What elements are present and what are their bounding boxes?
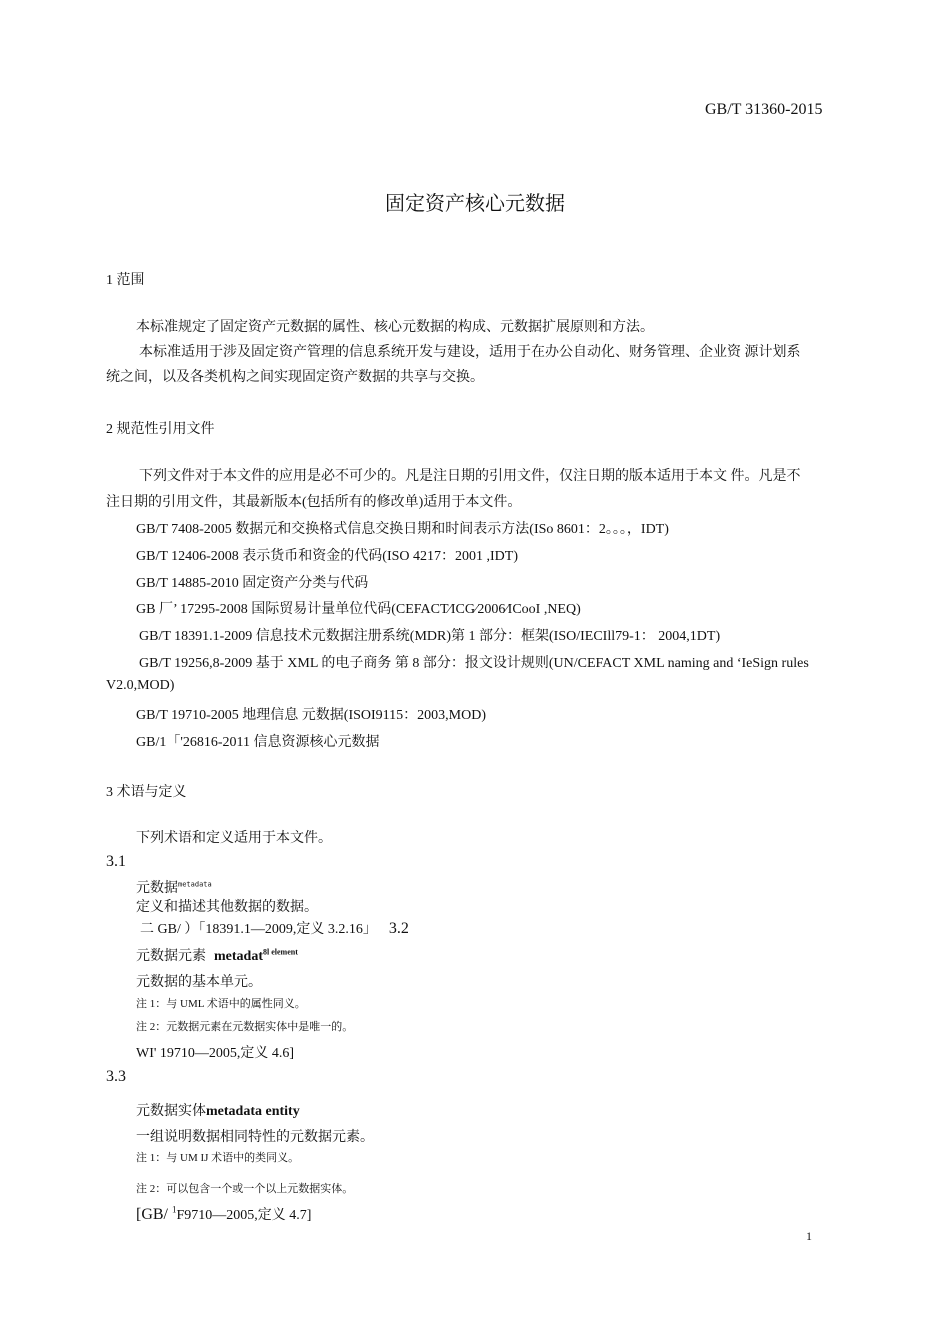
term-name-en: metadata entity bbox=[206, 1104, 300, 1119]
references-intro-line-1: 下列文件对于本文件的应用是必不可少的。凡是注日期的引用文件，仅注日期的版本适用于本文 件。凡是不 bbox=[139, 469, 801, 484]
reference-item: GB/1「'26816-2011 信息资源核心元数据 bbox=[136, 735, 380, 750]
scope-paragraph-2-line-1: 本标准适用于涉及固定资产管理的信息系统开发与建设，适用于在办公自动化、财务管理、企业资 源计划系 bbox=[139, 345, 801, 360]
term-name bbox=[136, 945, 298, 965]
term-name-en: metadata bbox=[178, 880, 212, 889]
term-name-zh: 元数据 bbox=[136, 881, 178, 896]
term-definition: 一组说明数据相同特性的元数据元素。 bbox=[136, 1130, 374, 1145]
term-source bbox=[136, 1204, 311, 1224]
term-source bbox=[140, 918, 409, 938]
term-source-text: F9710—2005,定义 4.7] bbox=[176, 1208, 312, 1223]
term-source-text: [GB/ bbox=[136, 1206, 172, 1223]
term-name-en-sup: 8l element bbox=[263, 947, 298, 957]
term-name bbox=[136, 1100, 300, 1120]
term-source: WI' 19710—2005,定义 4.6] bbox=[136, 1046, 295, 1061]
section-1-heading: 1 范围 bbox=[106, 273, 145, 288]
reference-item: GB/T 14885-2010 固定资产分类与代码 bbox=[136, 576, 369, 591]
section-2-heading: 2 规范性引用文件 bbox=[106, 422, 215, 437]
term-name-zh: 元数据实体 bbox=[136, 1104, 206, 1119]
term-note: 注 2：可以包含一个或一个以上元数据实体。 bbox=[136, 1183, 354, 1195]
term-name-en: metadat bbox=[214, 949, 263, 964]
reference-item: GB/T 19710-2005 地理信息 元数据(ISOI9115：2003,MOD) bbox=[136, 708, 486, 723]
reference-item-continuation: V2.0,MOD) bbox=[106, 678, 175, 693]
section-3-heading: 3 术语与定义 bbox=[106, 785, 187, 800]
scope-paragraph-2-line-2: 统之间，以及各类机构之间实现固定资产数据的共享与交换。 bbox=[106, 370, 484, 385]
standard-code: GB/T 31360-2015 bbox=[705, 101, 823, 118]
term-name bbox=[136, 877, 212, 897]
term-note: 注 2：元数据元素在元数据实体中是唯一的。 bbox=[136, 1021, 354, 1033]
reference-item: GB 厂’ 17295-2008 国际贸易计量单位代码(CEFACT⁄ICG⁄2006⁄ICooI ,NEQ) bbox=[136, 602, 581, 617]
term-note: 注 1：与 UML 术语中的属性同义。 bbox=[136, 998, 306, 1010]
page-number: 1 bbox=[806, 1229, 812, 1243]
term-note: 注 1：与 UM IJ 术语中的类同义。 bbox=[136, 1152, 300, 1164]
reference-item: GB/T 12406-2008 表示货币和资金的代码(ISO 4217：2001 ,IDT) bbox=[136, 549, 519, 564]
term-source-sup: 1 bbox=[172, 1204, 177, 1215]
terms-intro: 下列术语和定义适用于本文件。 bbox=[136, 831, 332, 846]
reference-item: GB/T 7408-2005 数据元和交换格式信息交换日期和时间表示方法(ISo 8601：2。。。，IDT) bbox=[136, 522, 669, 537]
scope-paragraph-1: 本标准规定了固定资产元数据的属性、核心元数据的构成、元数据扩展原则和方法。 bbox=[136, 320, 654, 335]
term-source-text: 二 GB/ ）「18391.1—2009,定义 3.2.16」 bbox=[140, 922, 377, 937]
term-number: 3.2 bbox=[388, 920, 409, 937]
term-number: 3.1 bbox=[106, 853, 126, 870]
document-title: 固定资产核心元数据 bbox=[385, 191, 565, 215]
references-intro-line-2: 注日期的引用文件，其最新版本(包括所有的修改单)适用于本文件。 bbox=[106, 495, 522, 510]
term-definition: 定义和描述其他数据的数据。 bbox=[136, 900, 318, 915]
reference-item: GB/T 18391.1-2009 信息技术元数据注册系统(MDR)第 1 部分：框架(ISO/IECIll79-1： 2004,1DT) bbox=[139, 629, 721, 644]
term-name-zh: 元数据元素 bbox=[136, 949, 206, 964]
term-number: 3.3 bbox=[106, 1068, 126, 1085]
term-definition: 元数据的基本单元。 bbox=[136, 975, 262, 990]
reference-item: GB/T 19256,8-2009 基于 XML 的电子商务 第 8 部分：报文设计规则(UN/CEFACT XML naming and ‘IeSign rules bbox=[139, 656, 809, 671]
